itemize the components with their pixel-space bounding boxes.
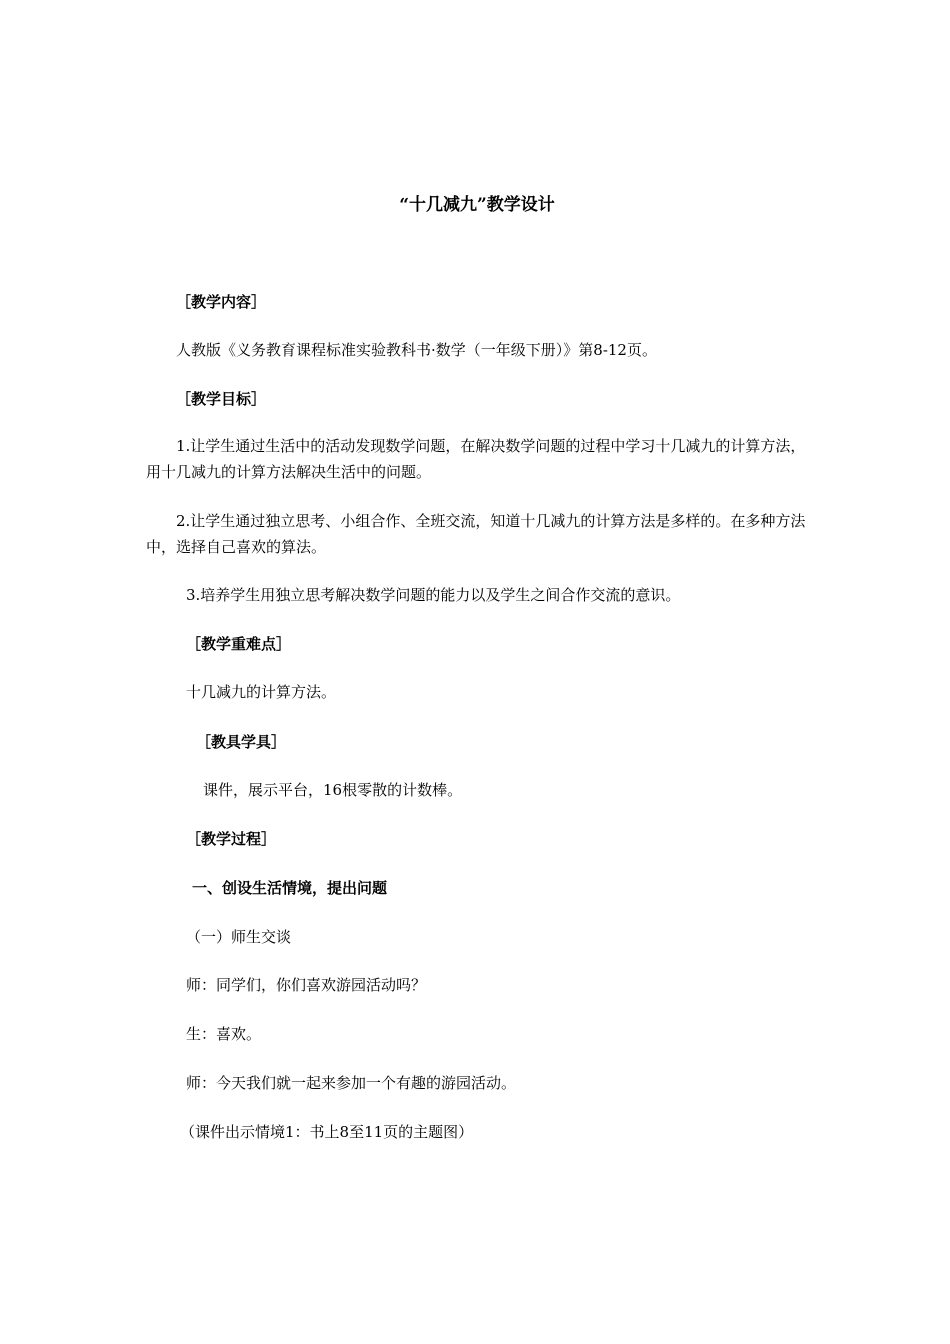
document-title: “十几减九”教学设计 [399,195,555,215]
section-heading-content: ［教学内容］ [176,293,267,311]
goal-item-1: 1.让学生通过生活中的活动发现数学问题，在解决数学问题的过程中学习十几减九的计算方法，用十几减九的计算方法解决生活中的问题。 [146,437,806,481]
dialog-line-2: 生：喜欢。 [186,1025,262,1043]
tools-text: 课件，展示平台，16根零散的计数棒。 [203,781,463,799]
goal-item-2: 2.让学生通过独立思考、小组合作、全班交流，知道十几减九的计算方法是多样的。在多种方法中，选择自己喜欢的算法。 [146,512,806,556]
section-heading-process: ［教学过程］ [186,830,277,848]
content-text: 人教版《义务教育课程标准实验教科书·数学（一年级下册）》第8-12页。 [176,341,657,359]
goal-item-3: 3.培养学生用独立思考解决数学问题的能力以及学生之间合作交流的意识。 [186,586,681,604]
step-heading-1: 一、创设生活情境，提出问题 [192,879,388,897]
note-line-1: （课件出示情境1：书上8至11页的主题图） [180,1123,474,1141]
dialog-line-1: 师：同学们，你们喜欢游园活动吗？ [186,976,427,994]
section-heading-key-points: ［教学重难点］ [186,635,292,653]
section-heading-tools: ［教具学具］ [196,733,287,751]
section-heading-goals: ［教学目标］ [176,390,267,408]
step-subheading-1: （一）师生交谈 [186,928,292,946]
key-points-text: 十几减九的计算方法。 [186,683,337,701]
dialog-line-3: 师：今天我们就一起来参加一个有趣的游园活动。 [186,1074,517,1092]
